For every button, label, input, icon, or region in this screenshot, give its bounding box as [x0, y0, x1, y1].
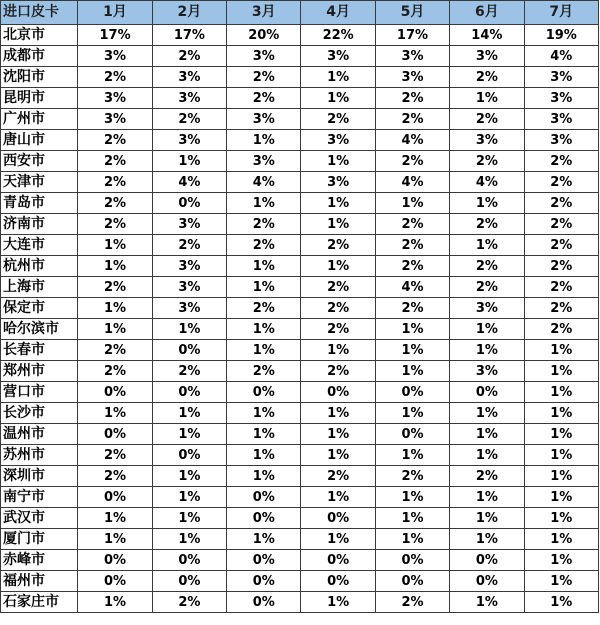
share-value-cell[interactable]: 4% — [524, 46, 598, 67]
share-value-cell[interactable]: 14% — [450, 25, 524, 46]
share-value-cell[interactable]: 0% — [227, 508, 301, 529]
share-value-cell[interactable]: 1% — [524, 445, 598, 466]
share-value-cell[interactable]: 2% — [78, 340, 152, 361]
share-value-cell[interactable]: 1% — [524, 571, 598, 592]
share-value-cell[interactable]: 2% — [375, 109, 449, 130]
share-value-cell[interactable]: 0% — [375, 571, 449, 592]
table-row — [1, 319, 599, 340]
share-value-cell[interactable]: 2% — [152, 109, 226, 130]
share-value-cell[interactable]: 1% — [301, 529, 375, 550]
table-row — [1, 256, 599, 277]
city-name-cell[interactable]: 温州市 — [1, 424, 78, 445]
share-value-cell[interactable]: 1% — [301, 151, 375, 172]
share-value-cell[interactable]: 3% — [152, 130, 226, 151]
share-value-cell[interactable]: 1% — [152, 487, 226, 508]
share-value-cell[interactable]: 3% — [152, 256, 226, 277]
table-row — [1, 298, 599, 319]
share-value-cell[interactable]: 1% — [450, 424, 524, 445]
table-row — [1, 88, 599, 109]
share-value-cell[interactable]: 1% — [450, 340, 524, 361]
share-value-cell[interactable]: 4% — [152, 172, 226, 193]
share-value-cell[interactable]: 0% — [227, 487, 301, 508]
share-value-cell[interactable]: 3% — [78, 109, 152, 130]
table-row — [1, 130, 599, 151]
share-value-cell[interactable]: 3% — [450, 46, 524, 67]
share-value-cell[interactable]: 2% — [450, 151, 524, 172]
share-value-cell[interactable]: 2% — [78, 67, 152, 88]
header-cell-category[interactable]: 进口皮卡 — [1, 1, 78, 25]
share-value-cell[interactable]: 0% — [375, 550, 449, 571]
share-value-cell[interactable]: 1% — [227, 130, 301, 151]
share-value-cell[interactable]: 1% — [524, 424, 598, 445]
share-value-cell[interactable]: 2% — [524, 214, 598, 235]
share-value-cell[interactable]: 1% — [524, 529, 598, 550]
share-value-cell[interactable]: 1% — [152, 403, 226, 424]
share-value-cell[interactable]: 2% — [78, 445, 152, 466]
share-value-cell[interactable]: 1% — [375, 508, 449, 529]
table-body — [1, 25, 599, 613]
share-value-cell[interactable]: 0% — [301, 550, 375, 571]
share-value-cell[interactable]: 2% — [152, 46, 226, 67]
share-value-cell[interactable]: 17% — [78, 25, 152, 46]
city-name-cell[interactable]: 济南市 — [1, 214, 78, 235]
city-name-cell[interactable]: 昆明市 — [1, 88, 78, 109]
share-value-cell[interactable]: 1% — [227, 256, 301, 277]
share-value-cell[interactable]: 3% — [227, 109, 301, 130]
share-value-cell[interactable]: 1% — [78, 403, 152, 424]
share-value-cell[interactable]: 1% — [450, 445, 524, 466]
share-value-cell[interactable]: 1% — [450, 319, 524, 340]
share-value-cell[interactable]: 1% — [524, 487, 598, 508]
share-value-cell[interactable]: 0% — [78, 487, 152, 508]
table-row — [1, 172, 599, 193]
table-row — [1, 277, 599, 298]
share-value-cell[interactable]: 0% — [78, 382, 152, 403]
share-value-cell[interactable]: 17% — [152, 25, 226, 46]
header-cell-month[interactable]: 1月 — [78, 1, 152, 25]
table-row — [1, 340, 599, 361]
share-value-cell[interactable]: 2% — [78, 466, 152, 487]
share-value-cell[interactable]: 1% — [152, 466, 226, 487]
share-value-cell[interactable]: 3% — [227, 46, 301, 67]
city-name-cell[interactable]: 武汉市 — [1, 508, 78, 529]
table-row — [1, 109, 599, 130]
share-value-cell[interactable]: 0% — [152, 571, 226, 592]
share-value-cell[interactable]: 2% — [375, 298, 449, 319]
share-value-cell[interactable]: 3% — [301, 130, 375, 151]
table-row — [1, 151, 599, 172]
share-value-cell[interactable]: 2% — [524, 235, 598, 256]
table-row — [1, 550, 599, 571]
table-row — [1, 403, 599, 424]
share-value-cell[interactable]: 3% — [450, 130, 524, 151]
share-value-cell[interactable]: 1% — [78, 508, 152, 529]
share-value-cell[interactable]: 2% — [301, 319, 375, 340]
city-name-cell[interactable]: 营口市 — [1, 382, 78, 403]
share-value-cell[interactable]: 0% — [301, 382, 375, 403]
city-name-cell[interactable]: 西安市 — [1, 151, 78, 172]
share-value-cell[interactable]: 1% — [301, 340, 375, 361]
share-value-cell[interactable]: 19% — [524, 25, 598, 46]
share-value-cell[interactable]: 4% — [227, 172, 301, 193]
share-value-cell[interactable]: 2% — [227, 298, 301, 319]
share-value-cell[interactable]: 4% — [375, 277, 449, 298]
share-value-cell[interactable]: 17% — [375, 25, 449, 46]
city-name-cell[interactable]: 深圳市 — [1, 466, 78, 487]
share-value-cell[interactable]: 1% — [78, 256, 152, 277]
table-row — [1, 571, 599, 592]
share-value-cell[interactable]: 1% — [524, 340, 598, 361]
share-value-cell[interactable]: 2% — [375, 235, 449, 256]
share-value-cell[interactable]: 3% — [375, 46, 449, 67]
share-value-cell[interactable]: 2% — [78, 193, 152, 214]
share-value-cell[interactable]: 2% — [375, 466, 449, 487]
share-value-cell[interactable]: 2% — [375, 214, 449, 235]
share-value-cell[interactable]: 1% — [78, 235, 152, 256]
share-value-cell[interactable]: 1% — [227, 529, 301, 550]
share-value-cell[interactable]: 0% — [152, 382, 226, 403]
share-value-cell[interactable]: 0% — [227, 592, 301, 613]
share-value-cell[interactable]: 1% — [227, 445, 301, 466]
share-value-cell[interactable]: 0% — [450, 571, 524, 592]
share-value-cell[interactable]: 0% — [450, 382, 524, 403]
share-value-cell[interactable]: 3% — [301, 172, 375, 193]
share-value-cell[interactable]: 2% — [524, 277, 598, 298]
city-name-cell[interactable]: 上海市 — [1, 277, 78, 298]
share-value-cell[interactable]: 2% — [524, 172, 598, 193]
share-value-cell[interactable]: 3% — [524, 109, 598, 130]
share-value-cell[interactable]: 1% — [524, 592, 598, 613]
share-value-cell[interactable]: 1% — [375, 445, 449, 466]
share-value-cell[interactable]: 1% — [524, 403, 598, 424]
share-value-cell[interactable]: 1% — [301, 67, 375, 88]
share-value-cell[interactable]: 1% — [450, 487, 524, 508]
share-value-cell[interactable]: 2% — [450, 214, 524, 235]
share-value-cell[interactable]: 1% — [152, 424, 226, 445]
table-row — [1, 193, 599, 214]
share-value-cell[interactable]: 2% — [524, 298, 598, 319]
city-name-cell[interactable]: 长春市 — [1, 340, 78, 361]
share-value-cell[interactable]: 2% — [152, 592, 226, 613]
share-value-cell[interactable]: 1% — [227, 277, 301, 298]
share-value-cell[interactable]: 0% — [227, 382, 301, 403]
table-row — [1, 487, 599, 508]
share-value-cell[interactable]: 1% — [152, 151, 226, 172]
table-row — [1, 592, 599, 613]
share-value-cell[interactable]: 1% — [152, 529, 226, 550]
share-value-cell[interactable]: 3% — [524, 130, 598, 151]
share-value-cell[interactable]: 2% — [524, 151, 598, 172]
share-value-cell[interactable]: 3% — [78, 46, 152, 67]
share-value-cell[interactable]: 1% — [78, 298, 152, 319]
share-value-cell[interactable]: 2% — [78, 172, 152, 193]
share-value-cell[interactable]: 1% — [524, 382, 598, 403]
share-value-cell[interactable]: 1% — [301, 487, 375, 508]
table-row — [1, 382, 599, 403]
share-value-cell[interactable]: 2% — [450, 67, 524, 88]
share-value-cell[interactable]: 3% — [524, 67, 598, 88]
share-value-cell[interactable]: 0% — [375, 382, 449, 403]
share-value-cell[interactable]: 2% — [78, 151, 152, 172]
share-value-cell[interactable]: 2% — [524, 256, 598, 277]
city-name-cell[interactable]: 广州市 — [1, 109, 78, 130]
share-value-cell[interactable]: 3% — [152, 214, 226, 235]
header-cell-month[interactable]: 3月 — [227, 1, 301, 25]
share-value-cell[interactable]: 2% — [450, 277, 524, 298]
city-name-cell[interactable]: 赤峰市 — [1, 550, 78, 571]
table-row — [1, 424, 599, 445]
share-value-cell[interactable]: 1% — [152, 508, 226, 529]
share-value-cell[interactable]: 0% — [152, 445, 226, 466]
city-name-cell[interactable]: 大连市 — [1, 235, 78, 256]
share-value-cell[interactable]: 1% — [450, 88, 524, 109]
city-name-cell[interactable]: 厦门市 — [1, 529, 78, 550]
share-value-cell[interactable]: 1% — [375, 340, 449, 361]
share-value-cell[interactable]: 1% — [152, 319, 226, 340]
table-row — [1, 214, 599, 235]
share-value-cell[interactable]: 1% — [301, 592, 375, 613]
share-value-cell[interactable]: 1% — [524, 361, 598, 382]
share-value-cell[interactable]: 1% — [450, 193, 524, 214]
share-value-cell[interactable]: 2% — [227, 235, 301, 256]
share-value-cell[interactable]: 1% — [301, 403, 375, 424]
city-name-cell[interactable]: 唐山市 — [1, 130, 78, 151]
share-value-cell[interactable]: 2% — [227, 361, 301, 382]
share-value-cell[interactable]: 1% — [375, 193, 449, 214]
share-value-cell[interactable]: 1% — [227, 340, 301, 361]
share-value-cell[interactable]: 2% — [450, 256, 524, 277]
city-name-cell[interactable]: 沈阳市 — [1, 67, 78, 88]
share-value-cell[interactable]: 1% — [524, 508, 598, 529]
city-name-cell[interactable]: 南宁市 — [1, 487, 78, 508]
share-value-cell[interactable]: 2% — [301, 361, 375, 382]
share-value-cell[interactable]: 1% — [375, 487, 449, 508]
share-value-cell[interactable]: 0% — [152, 340, 226, 361]
share-value-cell[interactable]: 2% — [450, 466, 524, 487]
share-value-cell[interactable]: 0% — [152, 550, 226, 571]
share-value-cell[interactable]: 0% — [227, 571, 301, 592]
header-cell-month[interactable]: 5月 — [375, 1, 449, 25]
share-value-cell[interactable]: 1% — [375, 529, 449, 550]
header-cell-month[interactable]: 7月 — [524, 1, 598, 25]
share-value-cell[interactable]: 1% — [78, 529, 152, 550]
share-value-cell[interactable]: 2% — [152, 361, 226, 382]
share-value-cell[interactable]: 1% — [450, 592, 524, 613]
share-value-cell[interactable]: 1% — [375, 403, 449, 424]
share-value-cell[interactable]: 1% — [301, 445, 375, 466]
share-value-cell[interactable]: 3% — [524, 88, 598, 109]
city-name-cell[interactable]: 天津市 — [1, 172, 78, 193]
share-value-cell[interactable]: 1% — [450, 508, 524, 529]
share-value-cell[interactable]: 2% — [301, 277, 375, 298]
share-value-cell[interactable]: 1% — [524, 466, 598, 487]
share-value-cell[interactable]: 4% — [375, 172, 449, 193]
share-value-cell[interactable]: 20% — [227, 25, 301, 46]
share-value-cell[interactable]: 3% — [152, 298, 226, 319]
city-name-cell[interactable]: 苏州市 — [1, 445, 78, 466]
share-value-cell[interactable]: 1% — [78, 319, 152, 340]
header-row — [1, 1, 599, 25]
city-name-cell[interactable]: 保定市 — [1, 298, 78, 319]
share-value-cell[interactable]: 1% — [227, 466, 301, 487]
share-value-cell[interactable]: 2% — [301, 298, 375, 319]
share-value-cell[interactable]: 0% — [78, 550, 152, 571]
table-row — [1, 25, 599, 46]
share-value-cell[interactable]: 1% — [450, 529, 524, 550]
share-value-cell[interactable]: 1% — [301, 193, 375, 214]
table-row — [1, 235, 599, 256]
share-value-cell[interactable]: 2% — [375, 256, 449, 277]
share-value-cell[interactable]: 4% — [450, 172, 524, 193]
share-value-cell[interactable]: 0% — [78, 424, 152, 445]
share-value-cell[interactable]: 1% — [227, 193, 301, 214]
share-value-cell[interactable]: 1% — [301, 88, 375, 109]
table-row — [1, 508, 599, 529]
table-row — [1, 67, 599, 88]
share-value-cell[interactable]: 1% — [227, 424, 301, 445]
share-value-cell[interactable]: 0% — [227, 550, 301, 571]
city-name-cell[interactable]: 福州市 — [1, 571, 78, 592]
share-value-cell[interactable]: 2% — [227, 88, 301, 109]
share-value-cell[interactable]: 1% — [227, 319, 301, 340]
city-name-cell[interactable]: 成都市 — [1, 46, 78, 67]
share-value-cell[interactable]: 3% — [450, 361, 524, 382]
share-value-cell[interactable]: 1% — [301, 424, 375, 445]
share-value-cell[interactable]: 0% — [301, 508, 375, 529]
share-value-cell[interactable]: 0% — [152, 193, 226, 214]
share-value-cell[interactable]: 3% — [152, 277, 226, 298]
share-value-cell[interactable]: 2% — [375, 592, 449, 613]
share-value-cell[interactable]: 2% — [301, 466, 375, 487]
share-value-cell[interactable]: 0% — [78, 571, 152, 592]
share-value-cell[interactable]: 2% — [78, 130, 152, 151]
share-value-cell[interactable]: 2% — [152, 235, 226, 256]
share-value-cell[interactable]: 2% — [375, 88, 449, 109]
share-value-cell[interactable]: 3% — [375, 67, 449, 88]
share-value-cell[interactable]: 2% — [78, 361, 152, 382]
share-value-cell[interactable]: 1% — [450, 235, 524, 256]
share-value-cell[interactable]: 2% — [301, 109, 375, 130]
table-row — [1, 46, 599, 67]
share-value-cell[interactable]: 4% — [375, 130, 449, 151]
share-value-cell[interactable]: 3% — [152, 88, 226, 109]
share-value-cell[interactable]: 0% — [375, 424, 449, 445]
share-value-cell[interactable]: 1% — [375, 361, 449, 382]
share-value-cell[interactable]: 2% — [78, 214, 152, 235]
city-name-cell[interactable]: 杭州市 — [1, 256, 78, 277]
table-row — [1, 529, 599, 550]
share-value-cell[interactable]: 2% — [301, 235, 375, 256]
share-value-cell[interactable]: 1% — [227, 403, 301, 424]
share-value-cell[interactable]: 0% — [301, 571, 375, 592]
share-value-cell[interactable]: 22% — [301, 25, 375, 46]
header-cell-month[interactable]: 4月 — [301, 1, 375, 25]
share-value-cell[interactable]: 2% — [450, 109, 524, 130]
share-value-cell[interactable]: 2% — [524, 193, 598, 214]
header-cell-month[interactable]: 6月 — [450, 1, 524, 25]
share-value-cell[interactable]: 1% — [301, 214, 375, 235]
header-cell-month[interactable]: 2月 — [152, 1, 226, 25]
share-value-cell[interactable]: 3% — [227, 151, 301, 172]
share-value-cell[interactable]: 2% — [227, 67, 301, 88]
table-row — [1, 466, 599, 487]
share-value-cell[interactable]: 2% — [78, 277, 152, 298]
share-value-cell[interactable]: 1% — [375, 319, 449, 340]
share-value-cell[interactable]: 3% — [301, 46, 375, 67]
city-name-cell[interactable]: 石家庄市 — [1, 592, 78, 613]
share-value-cell[interactable]: 2% — [375, 151, 449, 172]
share-value-cell[interactable]: 1% — [524, 550, 598, 571]
share-value-cell[interactable]: 0% — [450, 550, 524, 571]
city-name-cell[interactable]: 青岛市 — [1, 193, 78, 214]
city-name-cell[interactable]: 长沙市 — [1, 403, 78, 424]
share-value-cell[interactable]: 2% — [227, 214, 301, 235]
share-value-cell[interactable]: 3% — [450, 298, 524, 319]
city-name-cell[interactable]: 郑州市 — [1, 361, 78, 382]
share-value-cell[interactable]: 1% — [450, 403, 524, 424]
share-value-cell[interactable]: 1% — [301, 256, 375, 277]
city-name-cell[interactable]: 北京市 — [1, 25, 78, 46]
table-row — [1, 361, 599, 382]
city-name-cell[interactable]: 哈尔滨市 — [1, 319, 78, 340]
share-value-cell[interactable]: 3% — [78, 88, 152, 109]
share-value-cell[interactable]: 3% — [152, 67, 226, 88]
table-row — [1, 445, 599, 466]
share-value-cell[interactable]: 1% — [78, 592, 152, 613]
share-value-cell[interactable]: 2% — [524, 319, 598, 340]
